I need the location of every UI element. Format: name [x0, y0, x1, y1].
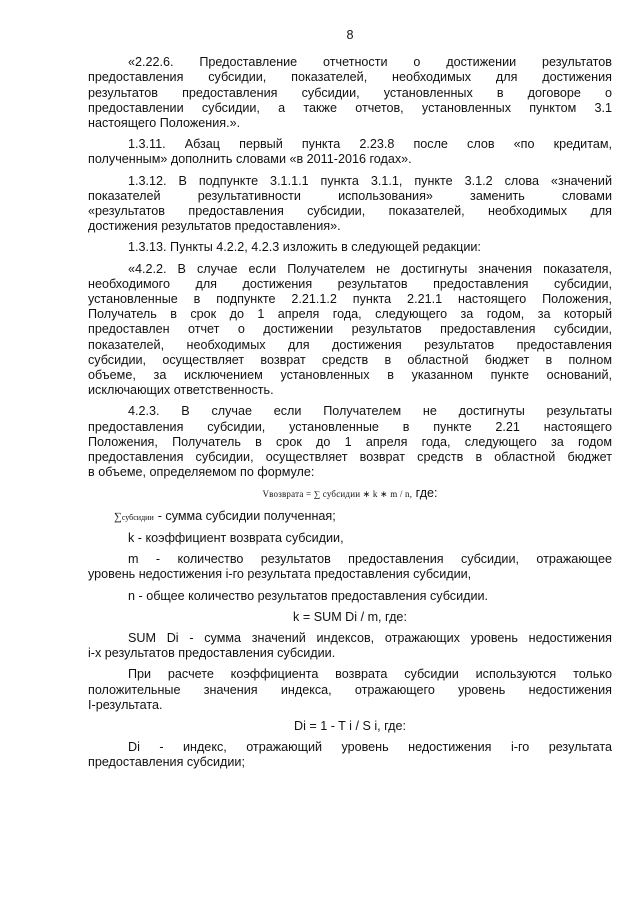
text-line: предоставления субсидии, осуществляет возврат средств в областной бюджет: [88, 450, 612, 465]
paragraph-positive-index: [88, 667, 612, 713]
text-line: предоставления субсидии, показателей, необходимых для достижения: [88, 70, 612, 85]
paragraph-1-3-13: [88, 240, 612, 255]
text-line: Di - индекс, отражающий уровень недостижения i-го результата: [128, 740, 612, 755]
text-line: 1.3.12. В подпункте 3.1.1.1 пункта 3.1.1, пункте 3.1.2 слова «значений: [128, 173, 612, 188]
text-line: установленные в подпункте 2.21.1.2 пункта 2.21.1 настоящего Положения,: [88, 292, 612, 307]
text-line: предоставления субсидии, установленные в пункте 2.21 настоящего: [88, 419, 612, 434]
definition-text: - сумма субсидии полученная;: [157, 508, 336, 523]
text-line: необходимого для достижения результатов предоставления субсидии,: [88, 276, 612, 291]
definition-n: [88, 589, 612, 604]
document-body: [88, 55, 612, 770]
text-line: I-результата.: [88, 697, 163, 712]
text-line: 1.3.13. Пункты 4.2.2, 4.2.3 изложить в следующей редакции:: [128, 240, 481, 255]
definition-sum-di: [88, 631, 612, 661]
paragraph-1-3-12: [88, 174, 612, 235]
document-page: [88, 28, 612, 777]
text-line: Положения, Получатель в срок до 1 апреля года, следующего за годом: [88, 434, 612, 449]
paragraph-1-3-11: [88, 137, 612, 167]
paragraph-4-2-3: [88, 404, 612, 480]
text-line: показателей результативности использования» заменить словами: [88, 188, 612, 203]
definition-di: [88, 740, 612, 770]
paragraph-2-22-6: [88, 55, 612, 131]
text-line: положительные значения индекса, отражающего уровень недостижения: [88, 682, 612, 697]
text-line: SUM Di - сумма значений индексов, отражающих уровень недостижения: [128, 630, 612, 645]
text-line: m - количество результатов предоставления субсидии, отражающее: [128, 552, 612, 567]
text-line: Получатель в срок до 1 апреля года, следующего за годом, за который: [88, 307, 612, 322]
text-line: объеме, за исключением установленных в указанном пункте оснований,: [88, 368, 612, 383]
text-line: результатов предоставления субсидии, установленных в договоре о: [88, 85, 612, 100]
text-line: исключающих ответственность.: [88, 383, 274, 398]
page-number: 8: [346, 28, 354, 42]
sum-symbol: ∑: [114, 510, 122, 523]
sum-subscript: субсидии: [121, 512, 154, 522]
text-line: достижения результатов предоставления».: [88, 219, 341, 234]
formula-k: k = SUM Di / m, где:: [293, 609, 407, 624]
text-line: предоставлении субсидии, а также отчетов, установленных пунктом 3.1: [88, 100, 612, 115]
formula-refund-volume: [88, 486, 612, 502]
text-line: При расчете коэффициента возврата субсидии используются только: [128, 667, 612, 682]
text-line: k - коэффициент возврата субсидии,: [128, 530, 344, 545]
text-line: показателей, необходимых для достижения результатов предоставления: [88, 337, 612, 352]
paragraph-4-2-2: [88, 262, 612, 399]
formula-suffix: где:: [415, 486, 438, 501]
text-line: «2.22.6. Предоставление отчетности о достижении результатов: [128, 55, 612, 70]
text-line: в объеме, определяемом по формуле:: [88, 465, 315, 480]
text-line: полученным» дополнить словами «в 2011-2016 годах».: [88, 152, 412, 167]
text-line: настоящего Положения.».: [88, 116, 241, 131]
text-line: субсидии, осуществляет возврат средств в областной бюджет в полном: [88, 352, 612, 367]
formula-text: Vвозврата = ∑ субсидии ∗ k ∗ m / n,: [262, 489, 413, 500]
text-line: «4.2.2. В случае если Получателем не достигнуты значения показателя,: [128, 261, 612, 276]
text-line: 1.3.11. Абзац первый пункта 2.23.8 после слов «по кредитам,: [128, 137, 612, 152]
definition-m: [88, 552, 612, 582]
formula-di: Di = 1 - T i / S i, где:: [293, 718, 407, 733]
text-line: предоставлен отчет о достижении результатов предоставления субсидии,: [88, 322, 612, 337]
text-line: 4.2.3. В случае если Получателем не достигнуты результаты: [128, 404, 612, 419]
definition-sum-subsidy: [88, 509, 612, 525]
text-line: «результатов предоставления субсидии, показателей, необходимых для: [88, 204, 612, 219]
text-line: уровень недостижения i-го результата предоставления субсидии,: [88, 567, 472, 582]
text-line: предоставления субсидии;: [88, 755, 245, 770]
text-line: i-х результатов предоставления субсидии.: [88, 646, 336, 661]
text-line: n - общее количество результатов предоставления субсидии.: [128, 588, 489, 603]
definition-k: [88, 531, 612, 546]
